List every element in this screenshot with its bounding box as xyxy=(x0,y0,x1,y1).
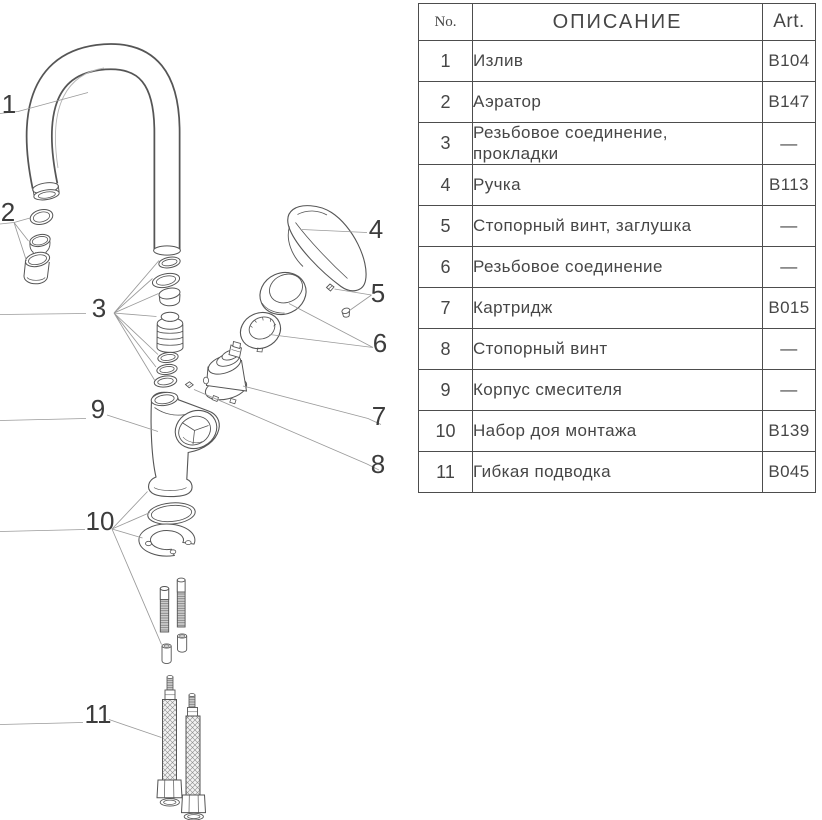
row-art-code: B113 xyxy=(763,165,816,206)
description-text: Аэратор xyxy=(473,91,542,111)
spout-part xyxy=(32,57,181,255)
row-description xyxy=(473,123,763,165)
row-number: 3 xyxy=(419,123,473,165)
row-description xyxy=(473,206,763,247)
callout-7: 7 xyxy=(371,401,387,431)
flexible-hoses-part xyxy=(157,676,206,820)
row-description xyxy=(473,329,763,370)
table-row xyxy=(419,247,816,288)
row-number: 11 xyxy=(419,452,473,493)
gasket-stack-part xyxy=(151,256,183,389)
table-row xyxy=(419,370,816,411)
row-art-code: — xyxy=(763,247,816,288)
row-number: 8 xyxy=(419,329,473,370)
row-art-code: — xyxy=(763,123,816,165)
table-header-row xyxy=(419,4,816,41)
description-text: Стопорный винт xyxy=(473,339,608,359)
description-text: Резьбовое соединение, прокладки xyxy=(473,123,668,163)
row-art-code: — xyxy=(763,329,816,370)
row-description xyxy=(473,370,763,411)
row-description xyxy=(473,165,763,206)
parts-table xyxy=(418,3,816,493)
table-row xyxy=(419,452,816,493)
header-art: Art. xyxy=(763,4,816,41)
row-art-code: B015 xyxy=(763,288,816,329)
callout-6: 6 xyxy=(372,328,388,358)
description-text: Набор доя монтажа xyxy=(473,421,637,441)
row-number: 6 xyxy=(419,247,473,288)
row-art-code: — xyxy=(763,206,816,247)
row-art-code: — xyxy=(763,370,816,411)
callout-11: 11 xyxy=(84,699,112,729)
row-description xyxy=(473,452,763,493)
callout-1: 1 xyxy=(1,89,17,119)
table-row xyxy=(419,165,816,206)
row-number: 4 xyxy=(419,165,473,206)
stop-screw-part xyxy=(186,382,194,388)
row-number: 9 xyxy=(419,370,473,411)
row-description xyxy=(473,82,763,123)
row-art-code: B104 xyxy=(763,41,816,82)
description-text: Ручка xyxy=(473,175,521,195)
callout-10: 10 xyxy=(85,506,115,536)
table-row xyxy=(419,41,816,82)
table-row xyxy=(419,206,816,247)
table-row xyxy=(419,288,816,329)
row-number: 2 xyxy=(419,82,473,123)
callout-3: 3 xyxy=(91,293,107,323)
table-row xyxy=(419,411,816,452)
header-no: No. xyxy=(419,4,473,41)
description-text: Картридж xyxy=(473,298,553,318)
row-art-code: B139 xyxy=(763,411,816,452)
description-text: Излив xyxy=(473,50,524,70)
row-number: 5 xyxy=(419,206,473,247)
table-row xyxy=(419,82,816,123)
mounting-set-part xyxy=(139,501,196,664)
callout-5: 5 xyxy=(370,278,386,308)
table-row xyxy=(419,329,816,370)
description-text: Резьбовое соединение xyxy=(473,257,663,277)
description-text: Корпус смесителя xyxy=(473,380,623,400)
callout-9: 9 xyxy=(90,394,106,424)
table-row xyxy=(419,123,816,165)
cartridge-part xyxy=(203,342,249,404)
row-number: 7 xyxy=(419,288,473,329)
callout-2: 2 xyxy=(0,197,16,227)
callout-8: 8 xyxy=(370,449,386,479)
row-description xyxy=(473,288,763,329)
row-description xyxy=(473,41,763,82)
row-description xyxy=(473,411,763,452)
row-description xyxy=(473,247,763,288)
row-art-code: B045 xyxy=(763,452,816,493)
description-text: Гибкая подводка xyxy=(473,462,611,482)
header-description: ОПИСАНИЕ xyxy=(473,4,763,41)
mixer-body-part xyxy=(149,391,224,497)
callout-4: 4 xyxy=(368,214,384,244)
description-text: Стопорный винт, заглушка xyxy=(473,216,692,236)
row-number: 1 xyxy=(419,41,473,82)
row-art-code: B147 xyxy=(763,82,816,123)
row-number: 10 xyxy=(419,411,473,452)
